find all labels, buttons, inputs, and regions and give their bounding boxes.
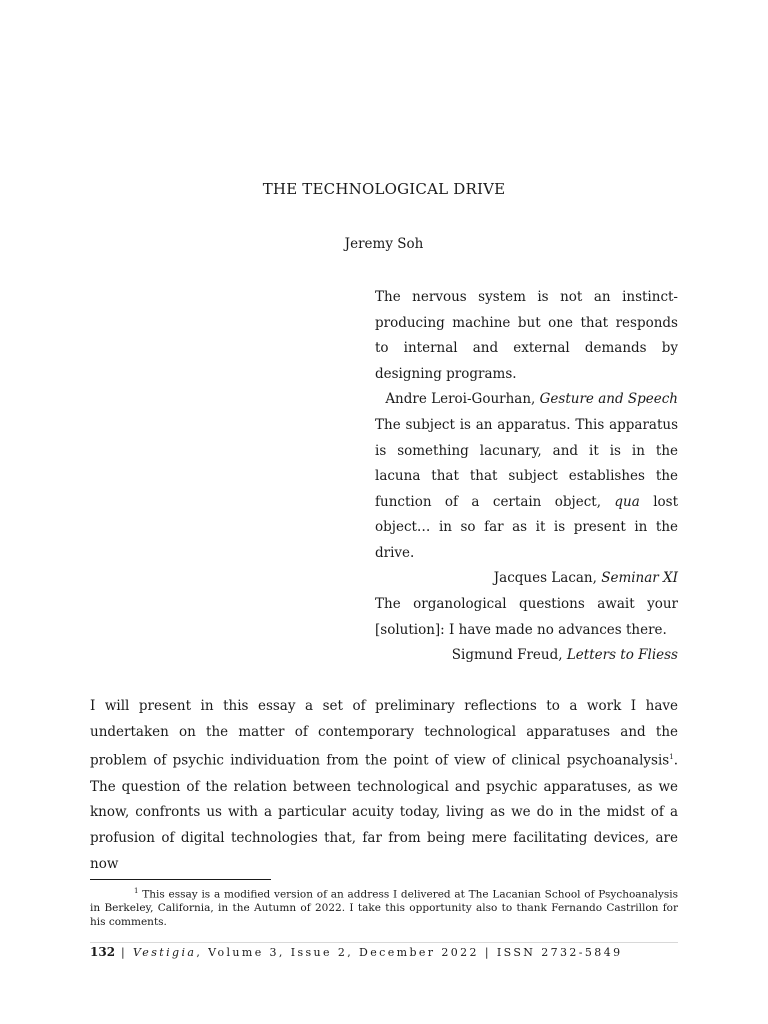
epigraph-text-italic: qua (614, 493, 640, 510)
footnote (90, 885, 678, 929)
body-text-start: I will present in this essay a set of preliminary reflections to a work I have undertaken on the matter of contemporary technological apparatuses and the problem of psychic individuation from the point of view of clinical psychoanalysis (90, 698, 678, 769)
epigraph-text: The organological questions await your [solution]: I have made no advances there. (375, 596, 678, 638)
epigraph-work: Seminar XI (601, 570, 678, 586)
epigraph-lacan (375, 413, 678, 592)
footnote-mark: 1 (134, 887, 139, 895)
epigraph-text (375, 413, 678, 566)
epigraph-attribution (375, 566, 678, 592)
page-footer (90, 945, 690, 959)
body-text-end: . The question of the relation between technological and psychic apparatuses, as we know, confronts us with a particular acuity today, living as we do in the midst of a profusion of digital technologies that, far from being mere facilitating devices, are now (90, 752, 678, 872)
epigraph-author: Sigmund Freud, (451, 647, 567, 663)
essay-title: THE TECHNOLOGICAL DRIVE (262, 180, 506, 198)
epigraph-author: Jacques Lacan, (493, 570, 602, 586)
epigraph-text: The nervous system is not an instinct-producing machine but one that responds to internal and external demands by designing programs. (375, 289, 678, 382)
footnote-text: This essay is a modified version of an address I delivered at The Lacanian School of Psychoanalysis in Berkeley, California, in the Autumn of 2022. I take this opportunity also to thank Fernando Castrillon for his comments. (90, 888, 678, 928)
footnote-divider (90, 879, 271, 880)
page-footer-divider (90, 942, 678, 943)
footnote-reference[interactable]: 1 (669, 753, 674, 762)
journal-name: Vestigia (132, 946, 197, 959)
epigraph-attribution (375, 643, 678, 669)
epigraph-text-before: The subject is an apparatus. This apparatus is something lacunary, and it is in the lacuna that that subject establishes the function of a certain object, (375, 417, 678, 510)
epigraph-work: Gesture and Speech (539, 391, 678, 407)
author-name: Jeremy Soh (344, 236, 424, 252)
epigraph-work: Letters to Fliess (566, 647, 678, 663)
epigraph-freud (375, 592, 678, 669)
body-paragraph (90, 694, 678, 877)
issue-info: , Volume 3, Issue 2, December 2022 | ISSN 2732-5849 (196, 946, 623, 959)
footer-separator: | (115, 946, 133, 959)
epigraph-leroi-gourhan (375, 285, 678, 413)
page-number: 132 (90, 945, 116, 959)
epigraph-author: Andre Leroi-Gourhan, (385, 391, 540, 407)
epigraph-text-after: lost object… in so far as it is present in the drive. (375, 493, 678, 561)
epigraph-attribution (375, 387, 678, 413)
